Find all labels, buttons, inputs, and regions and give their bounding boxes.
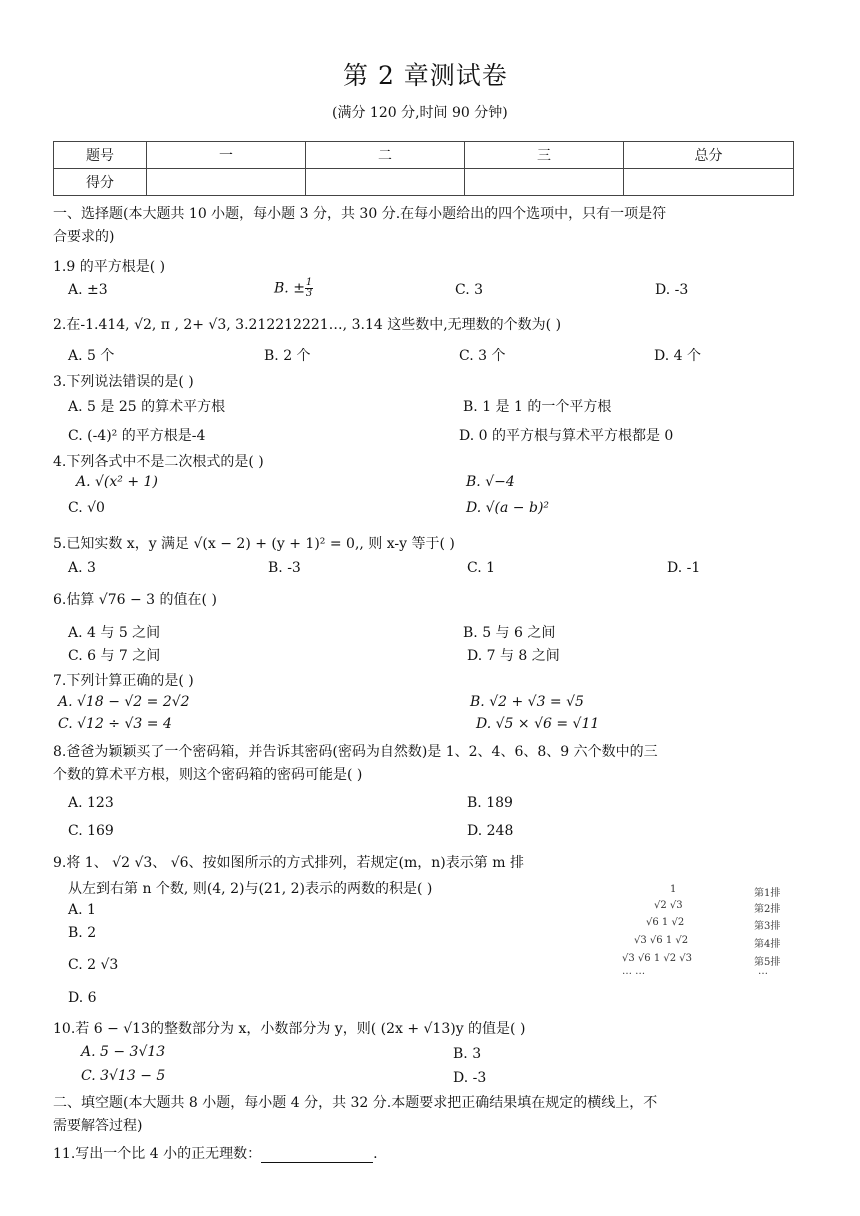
q1-fraction-denominator: 3: [305, 288, 313, 299]
q7-option-c[interactable]: C. √12 ÷ √3 = 4: [58, 716, 172, 732]
q9-option-a[interactable]: A. 1: [68, 902, 96, 918]
score-table: [53, 141, 794, 196]
q5-option-b[interactable]: B. -3: [268, 560, 301, 576]
q4-option-c[interactable]: C. √0: [68, 500, 105, 516]
q1-option-b[interactable]: [274, 278, 313, 299]
q3-option-b[interactable]: B. 1 是 1 的一个平方根: [463, 399, 612, 415]
q5-option-d[interactable]: D. -1: [667, 560, 701, 576]
q11-line: [53, 1143, 378, 1163]
q7-option-d[interactable]: D. √5 × √6 = √11: [476, 716, 600, 732]
q5-option-a[interactable]: A. 3: [68, 560, 96, 576]
figure-row-1: 1: [670, 884, 677, 895]
page-title: 第 2 章测试卷: [343, 61, 508, 90]
section2-heading-line2: 需要解答过程): [53, 1118, 143, 1134]
q2-option-d[interactable]: D. 4 个: [654, 348, 701, 364]
q6-option-c[interactable]: C. 6 与 7 之间: [68, 648, 161, 664]
q6-option-b[interactable]: B. 5 与 6 之间: [463, 625, 556, 641]
q9-option-c[interactable]: C. 2 √3: [68, 957, 119, 973]
q9-arrangement-figure: [618, 882, 798, 982]
cell-total: 总分: [624, 142, 794, 169]
q2-stem: 2.在-1.414, √2, π , 2+ √3, 3.212212221…, 3.14 这些数中,无理数的个数为( ): [53, 317, 562, 333]
q1-fraction: [305, 278, 313, 299]
score-input-1[interactable]: [147, 169, 306, 196]
q2-option-b[interactable]: B. 2 个: [264, 348, 311, 364]
figure-label-row-2: 第2排: [754, 904, 781, 915]
q4-stem: 4.下列各式中不是二次根式的是( ): [53, 454, 264, 470]
q11-stem: 11.写出一个比 4 小的正无理数：: [53, 1146, 262, 1162]
score-input-2[interactable]: [306, 169, 465, 196]
figure-row-3: √6 1 √2: [646, 917, 685, 928]
section2-heading-line1: 二、填空题(本大题共 8 小题，每小题 4 分，共 32 分.本题要求把正确结果填在规定的横线上，不: [53, 1095, 658, 1111]
cell-label-question-no: 题号: [54, 142, 147, 169]
figure-label-row-5: 第5排: [754, 957, 781, 968]
q9-stem-line2: 从左到右第 n 个数, 则(4, 2)与(21, 2)表示的两数的积是( ): [68, 881, 433, 897]
q8-option-a[interactable]: A. 123: [68, 795, 114, 811]
q1-stem: 1.9 的平方根是( ): [53, 259, 166, 275]
q10-option-b[interactable]: B. 3: [453, 1046, 482, 1062]
q7-option-b[interactable]: B. √2 + √3 = √5: [470, 694, 584, 710]
q6-option-a[interactable]: A. 4 与 5 之间: [68, 625, 161, 641]
score-input-total[interactable]: [624, 169, 794, 196]
section1-heading-line1: 一、选择题(本大题共 10 小题，每小题 3 分，共 30 分.在每小题给出的四个选项中，只有一项是符: [53, 206, 667, 222]
q3-option-a[interactable]: A. 5 是 25 的算术平方根: [68, 399, 226, 415]
q6-stem: 6.估算 √76 − 3 的值在( ): [53, 592, 217, 608]
q1-option-b-prefix: B. ±: [274, 280, 305, 297]
cell-section-2: 二: [306, 142, 465, 169]
q10-option-d[interactable]: D. -3: [453, 1070, 487, 1086]
q1-option-c[interactable]: C. 3: [455, 282, 484, 298]
q8-option-b[interactable]: B. 189: [467, 795, 513, 811]
q3-option-c[interactable]: C. (-4)² 的平方根是-4: [68, 428, 206, 444]
q7-stem: 7.下列计算正确的是( ): [53, 673, 194, 689]
q9-stem-line1: 9.将 1、 √2 √3、 √6、按如图所示的方式排列，若规定(m，n)表示第 m 排: [53, 855, 524, 871]
q5-stem: 5.已知实数 x，y 满足 √(x − 2) + (y + 1)² = 0,, 则 x-y 等于( ): [53, 536, 455, 552]
cell-label-score: 得分: [54, 169, 147, 196]
q4-option-d[interactable]: D. √(a − b)²: [466, 500, 550, 516]
page-subtitle: (满分 120 分,时间 90 分钟): [332, 105, 508, 121]
q3-option-d[interactable]: D. 0 的平方根与算术平方根都是 0: [459, 428, 674, 444]
figure-label-row-1: 第1排: [754, 888, 781, 899]
figure-row-2: √2 √3: [654, 900, 683, 911]
q11-answer-blank[interactable]: [261, 1148, 373, 1163]
q1-option-d[interactable]: D. -3: [655, 282, 689, 298]
figure-row-4: √3 √6 1 √2: [634, 935, 689, 946]
score-input-3[interactable]: [465, 169, 624, 196]
q8-stem-line1: 8.爸爸为颖颖买了一个密码箱，并告诉其密码(密码为自然数)是 1、2、4、6、8、9 六个数中的三: [53, 744, 658, 760]
q4-option-a[interactable]: A. √(x² + 1): [76, 474, 158, 490]
q10-stem: 10.若 6 − √13的整数部分为 x，小数部分为 y，则( (2x + √13)y 的值是( ): [53, 1021, 526, 1037]
score-table-score-row: [54, 169, 794, 196]
q8-option-d[interactable]: D. 248: [467, 823, 514, 839]
q11-end: .: [373, 1146, 378, 1162]
figure-label-ellipsis: …: [758, 966, 768, 977]
figure-row-5: √3 √6 1 √2 √3: [622, 953, 693, 964]
figure-row-ellipsis: … …: [622, 966, 646, 977]
figure-label-row-3: 第3排: [754, 921, 781, 932]
q3-stem: 3.下列说法错误的是( ): [53, 374, 194, 390]
q10-option-c[interactable]: C. 3√13 − 5: [81, 1068, 166, 1084]
q9-option-d[interactable]: D. 6: [68, 990, 97, 1006]
q9-option-b[interactable]: B. 2: [68, 925, 97, 941]
q8-option-c[interactable]: C. 169: [68, 823, 114, 839]
q7-option-a[interactable]: A. √18 − √2 = 2√2: [58, 694, 190, 710]
q1-option-a[interactable]: A. ±3: [68, 282, 108, 298]
q1-fraction-numerator: 1: [305, 277, 313, 288]
cell-section-3: 三: [465, 142, 624, 169]
q8-stem-line2: 个数的算术平方根，则这个密码箱的密码可能是( ): [53, 767, 363, 783]
q4-option-b[interactable]: B. √−4: [466, 474, 515, 490]
q6-option-d[interactable]: D. 7 与 8 之间: [467, 648, 560, 664]
q2-option-c[interactable]: C. 3 个: [459, 348, 506, 364]
cell-section-1: 一: [147, 142, 306, 169]
section1-heading-line2: 合要求的): [53, 229, 115, 245]
q2-option-a[interactable]: A. 5 个: [68, 348, 115, 364]
q10-option-a[interactable]: A. 5 − 3√13: [81, 1044, 166, 1060]
q5-option-c[interactable]: C. 1: [467, 560, 496, 576]
score-table-header-row: [54, 142, 794, 169]
figure-label-row-4: 第4排: [754, 939, 781, 950]
